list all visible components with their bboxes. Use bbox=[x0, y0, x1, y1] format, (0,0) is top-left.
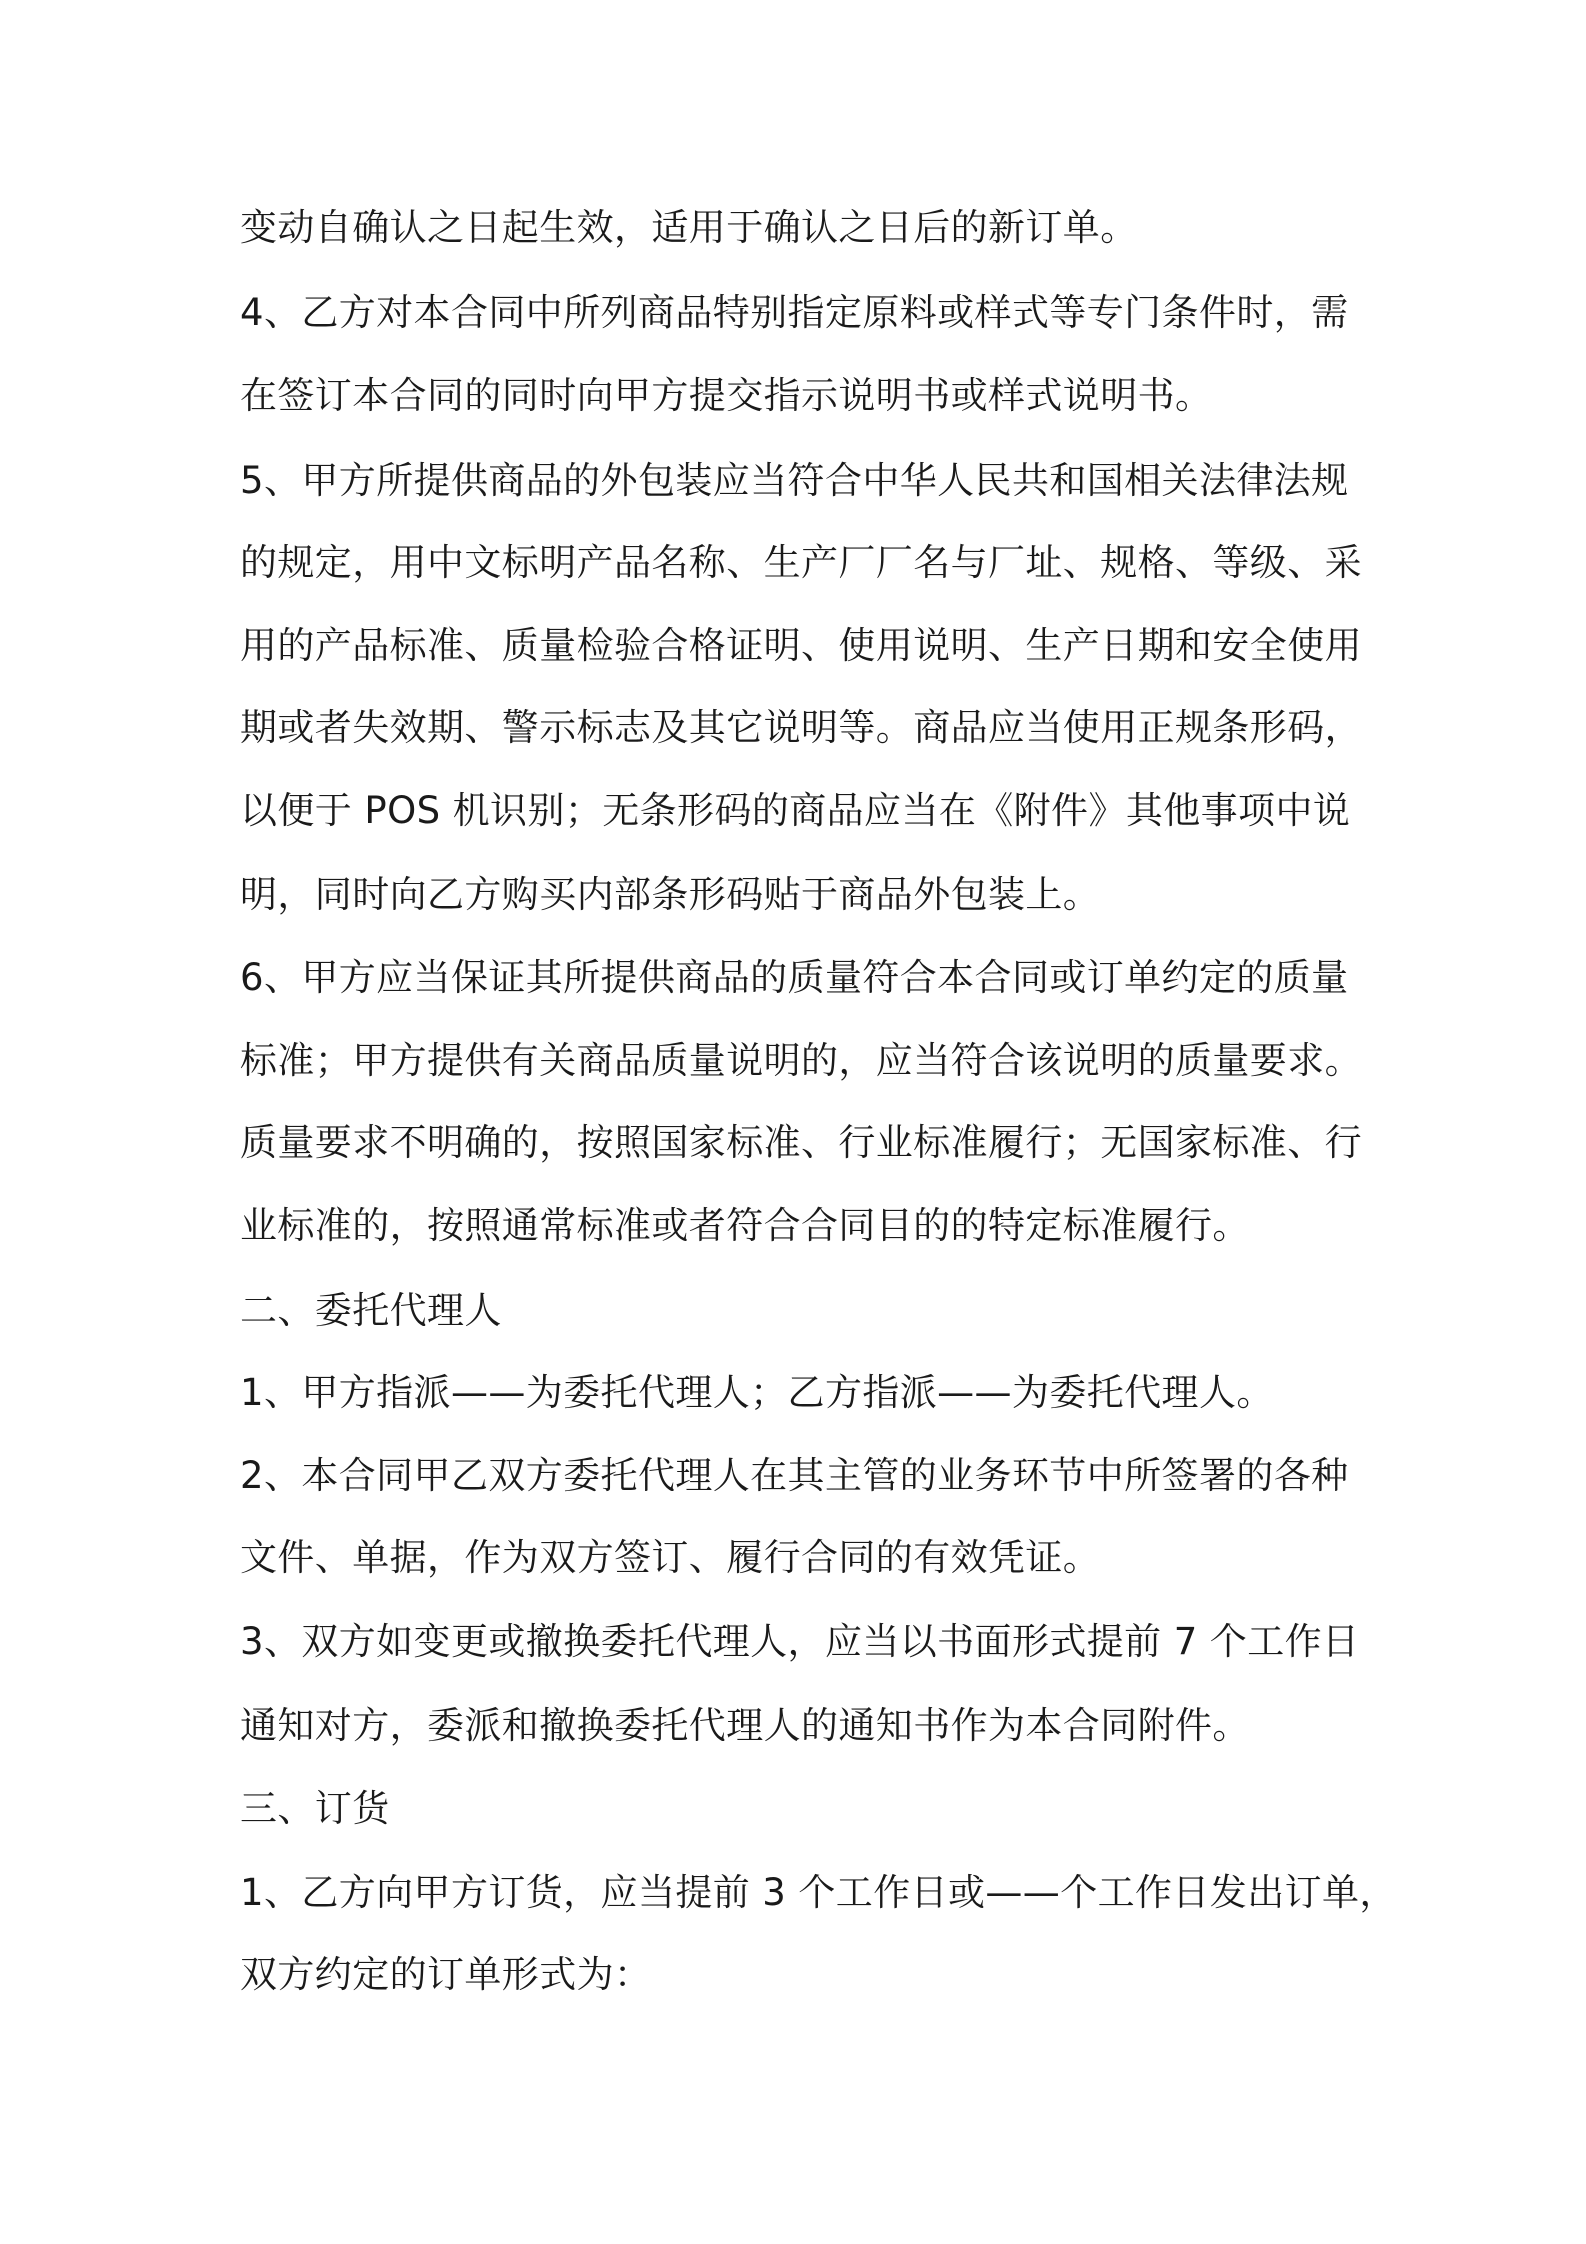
text-line: 用的产品标准、质量检验合格证明、使用说明、生产日期和安全使用 bbox=[240, 624, 1362, 667]
section-heading: 二、委托代理人 bbox=[240, 1289, 502, 1332]
text-line: 期或者失效期、警示标志及其它说明等。商品应当使用正规条形码， bbox=[240, 706, 1362, 749]
text-line: 在签订本合同的同时向甲方提交指示说明书或样式说明书。 bbox=[240, 374, 1213, 417]
section-heading: 三、订货 bbox=[240, 1787, 390, 1830]
text-line: 明，同时向乙方购买内部条形码贴于商品外包装上。 bbox=[240, 873, 1101, 916]
text-line: 以便于 POS 机识别；无条形码的商品应当在《附件》其他事项中说 bbox=[240, 789, 1351, 832]
text-line: 标准；甲方提供有关商品质量说明的，应当符合该说明的质量要求。 bbox=[240, 1039, 1362, 1082]
text-line: 1、甲方指派——为委托代理人；乙方指派——为委托代理人。 bbox=[240, 1371, 1274, 1414]
text-line: 1、乙方向甲方订货，应当提前 3 个工作日或——个工作日发出订单， bbox=[240, 1871, 1397, 1914]
text-line: 的规定，用中文标明产品名称、生产厂厂名与厂址、规格、等级、采 bbox=[240, 541, 1362, 584]
text-line: 通知对方，委派和撤换委托代理人的通知书作为本合同附件。 bbox=[240, 1704, 1250, 1747]
text-line: 变动自确认之日起生效，适用于确认之日后的新订单。 bbox=[240, 206, 1138, 249]
text-line: 文件、单据，作为双方签订、履行合同的有效凭证。 bbox=[240, 1536, 1101, 1579]
text-line: 4、乙方对本合同中所列商品特别指定原料或样式等专门条件时，需 bbox=[240, 291, 1349, 334]
text-line: 2、本合同甲乙双方委托代理人在其主管的业务环节中所签署的各种 bbox=[240, 1454, 1349, 1497]
text-line: 6、甲方应当保证其所提供商品的质量符合本合同或订单约定的质量 bbox=[240, 956, 1349, 999]
text-line: 3、双方如变更或撤换委托代理人，应当以书面形式提前 7 个工作日 bbox=[240, 1620, 1360, 1663]
text-line: 质量要求不明确的，按照国家标准、行业标准履行；无国家标准、行 bbox=[240, 1121, 1362, 1164]
text-line: 双方约定的订单形式为： bbox=[240, 1953, 652, 1996]
text-line: 业标准的，按照通常标准或者符合合同目的的特定标准履行。 bbox=[240, 1204, 1250, 1247]
text-line: 5、甲方所提供商品的外包装应当符合中华人民共和国相关法律法规 bbox=[240, 459, 1349, 502]
